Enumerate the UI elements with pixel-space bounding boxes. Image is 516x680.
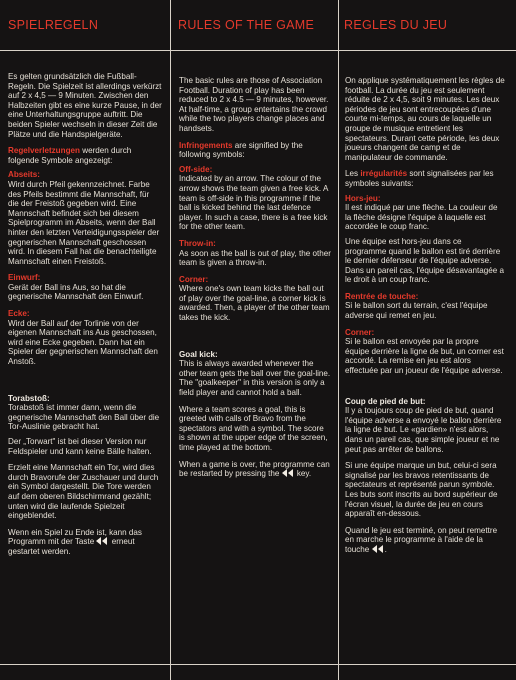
de-end-text: Wenn ein Spiel zu Ende ist, kann das Programm mit der Taste erneut gestartet werden. xyxy=(8,527,142,556)
column-french xyxy=(345,76,505,562)
de-goalkick-text1: Torabstoß ist immer dann, wenn die gegnerische Mannschaft den Ball über die Tor-Auslinie gebracht hat. xyxy=(8,403,160,432)
en-goalkick-text: This is always awarded whenever the other team gets the ball over the goal-line. The "goalkeeper" in this version is only a field player and cannot hold a ball. xyxy=(179,359,331,398)
fr-corner-text: Si le ballon est envoyée par la propre équipe derrière la ligne de but, un corner est accordé. La remise en jeu est alors effectuée par un joueur de l'équipe adverse. xyxy=(345,337,504,376)
fr-goalkick-text: Il y a toujours coup de pied de but, quand l'équipe adverse a envoyé le ballon derrière la ligne de but. Le «gardien» n'est alors, dans un pareil cas, que simple joueur et ne peut pas arrêter de ballons. xyxy=(345,406,502,454)
fr-offside-text1: Il est indiqué par une flèche. La couleur de la flèche désigne l'équipe à laquelle est accordée le coup franc. xyxy=(345,203,498,232)
fr-goalkick-title: Coup de pied de but: xyxy=(345,396,426,406)
de-intro: Es gelten grundsätzlich die Fußball-Regeln. Die Spielzeit ist allerdings verkürzt auf 2 x 4,5 — 9 Minuten. Zwischen den Halbzeiten gibt es eine kurze Pause, in der eine Unterhaltungsgruppe auftritt. Die beiden Spieler wechseln in dieser Zeit die Plätze und die Handspielgeräte. xyxy=(8,72,162,139)
en-corner-text: Where one's own team kicks the ball out of play over the goal-line, a corner kick is awarded. Then, a player of the other team takes the kick. xyxy=(179,284,330,323)
fr-throwin-text: Si le ballon sort du terrain, c'est l'équipe adverse qui remet en jeu. xyxy=(345,301,488,321)
fr-offside-text2: Une équipe est hors-jeu dans ce programme quand le ballon est tiré derrière le dernier défenseur de l'équipe adverse. Dans un pareil cas, l'équipe désavantagée a le droit à un coup franc. xyxy=(345,236,505,285)
en-intro: The basic rules are those of Association Football. Duration of play has been reduced to 2 x 4.5 — 9 minutes, however. At half-time, a group entertains the crowd while the two players change places and handsets. xyxy=(179,76,329,133)
en-goal-text: Where a team scores a goal, this is greeted with calls of Bravo from the spectators and with a symbol. The score is shown at the upper edge of the screen, time played at the bottom. xyxy=(179,404,328,452)
fr-end-text: Quand le jeu est terminé, on peut remettre en marche le programme à l'aide de la touche . xyxy=(345,525,498,554)
de-throwin-title: Einwurf: xyxy=(8,273,41,283)
top-rule xyxy=(0,50,516,51)
bottom-rule xyxy=(0,664,516,665)
fr-offside-title: Hors-jeu: xyxy=(345,193,381,203)
en-goalkick-title: Goal kick: xyxy=(179,349,218,359)
en-throwin-text: As soon as the ball is out of play, the other team is given a throw-in. xyxy=(179,248,331,268)
fr-corner-title: Corner: xyxy=(345,327,375,337)
en-end-text: When a game is over, the programme can be restarted by pressing the key. xyxy=(179,459,330,479)
de-goal-text: Erzielt eine Mannschaft ein Tor, wird dies durch Bravorufe der Zuschauer und durch ein Symbol dargestellt. Die Tore werden auf dem oberen Bildschirmrand gezählt; unten wird die laufende Spielzeit eingeblendet. xyxy=(8,463,159,521)
fr-intro: On applique systématiquement les règles de football. La durée du jeu est seulement réduite de 2 x 4,5, soit 9 minutes. Les deux périodes de jeu sont entrecoupées d'une courte mi-temps, au cours de laquelle un groupe de musique entretient les spectateurs. Durant cette période, les deux joueurs changent de camp et de manipulateur de commande. xyxy=(345,76,505,162)
en-corner-title: Corner: xyxy=(179,274,209,284)
column-divider-right xyxy=(338,0,339,680)
double-arrow-key-icon xyxy=(96,537,109,545)
column-divider-left xyxy=(170,0,171,680)
de-infringements: Regelverletzungen werden durch folgende Symbole angezeigt: xyxy=(8,146,132,165)
en-offside-text: Indicated by an arrow. The colour of the arrow shows the team given a free kick. A team is off-side in this programme if the ball is kicked behind the last defence player. In such a case, there is a free kick for the other team. xyxy=(179,174,328,232)
en-infringements: Infringements are signified by the following symbols: xyxy=(179,140,303,160)
double-arrow-key-icon xyxy=(282,469,295,477)
de-throwin-text: Gerät der Ball ins Aus, so hat die gegnerische Mannschaft den Einwurf. xyxy=(8,282,144,302)
double-arrow-key-icon xyxy=(372,545,385,553)
en-throwin-title: Throw-in: xyxy=(179,238,216,248)
heading-english: RULES OF THE GAME xyxy=(178,18,315,32)
column-german xyxy=(8,72,162,564)
heading-german: SPIELREGELN xyxy=(8,18,99,32)
de-corner-text: Wird der Ball auf der Torlinie von der eigenen Mannschaft ins Aus geschossen, wird eine Ecke gegeben. Dann hat ein Spieler der gegnerischen Mannschaft den Anstoß. xyxy=(8,318,158,367)
column-english xyxy=(179,76,331,486)
fr-infringements: Les irrégularités sont signalisées par les symboles suivants: xyxy=(345,169,494,188)
fr-throwin-title: Rentrée de touche: xyxy=(345,291,419,301)
heading-french: REGLES DU JEU xyxy=(344,18,448,32)
de-offside-title: Abseits: xyxy=(8,170,40,180)
de-corner-title: Ecke: xyxy=(8,309,30,319)
de-goalkick-text2: Der „Torwart" ist bei dieser Version nur Feldspieler und kann keine Bälle halten. xyxy=(8,437,152,456)
de-goalkick-title: Torabstoß: xyxy=(8,393,50,403)
en-offside-title: Off-side: xyxy=(179,164,213,174)
fr-goal-text: Si une équipe marque un but, celui-ci sera signalisé par les bravos retentissants de spectateurs et représenté parun symbole. Les buts sont inscrits au bord supérieur de l'écran visuel, la durée de jeu en cours apparaît en-dessous. xyxy=(345,461,498,519)
de-offside-text: Wird durch Pfeil gekennzeichnet. Farbe des Pfeils bestimmt die Mannschaft, für die der Freistoß gegeben wird. Eine Mannschaft befindet sich bei diesem Spielprogramm im Abseits, wenn der Ball hinter den letzten Verteidigungsspieler der gegnerischen Mannschaft geschossen wird. In diesem Fall hat die benachteiligte Mannschaft einen Freistoß. xyxy=(8,179,160,266)
